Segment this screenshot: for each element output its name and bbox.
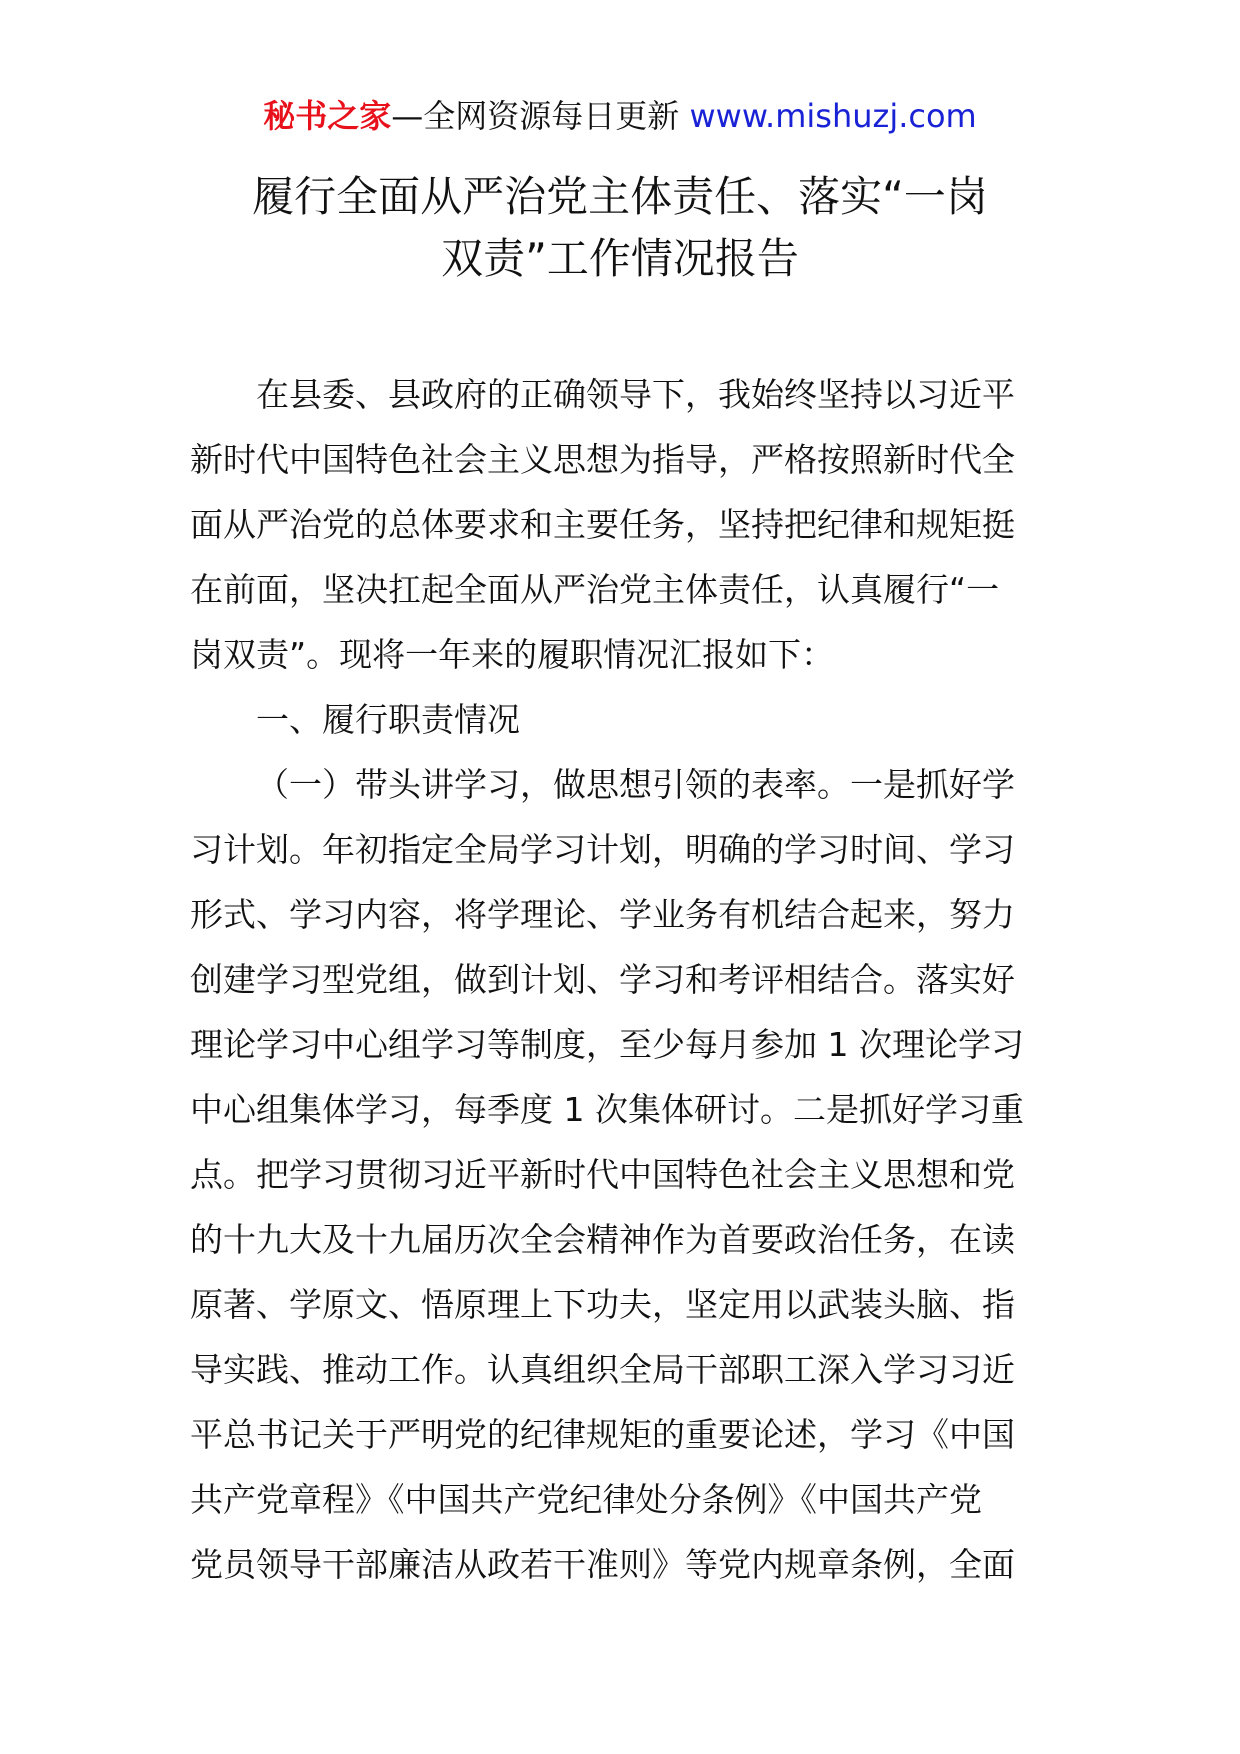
brand-name: 秘书之家	[263, 97, 392, 135]
body-line: 创建学习型党组，做到计划、学习和考评相结合。落实好	[190, 960, 1015, 999]
body-line: （一）带头讲学习，做思想引领的表率。一是抓好学	[256, 765, 1015, 804]
body-line: 平总书记关于严明党的纪律规矩的重要论述，学习《中国	[190, 1415, 1015, 1454]
site-url-link[interactable]: www.mishuzj.com	[689, 97, 977, 135]
body-line: 的十九大及十九届历次全会精神作为首要政治任务，在读	[190, 1220, 1015, 1259]
body-line: 点。把学习贯彻习近平新时代中国特色社会主义思想和党	[190, 1155, 1015, 1194]
banner-tagline: —全网资源每日更新	[391, 97, 690, 135]
body-line: 新时代中国特色社会主义思想为指导，严格按照新时代全	[190, 440, 1015, 479]
section-heading: 一、履行职责情况	[256, 700, 520, 739]
body-line: 面从严治党的总体要求和主要任务，坚持把纪律和规矩挺	[190, 505, 1015, 544]
title-line-1: 履行全面从严治党主体责任、落实“一岗	[252, 172, 988, 221]
body-line: 岗双责”。现将一年来的履职情况汇报如下：	[190, 635, 835, 674]
document-body	[190, 362, 1058, 1597]
body-line: 共产党章程》《中国共产党纪律处分条例》《中国共产党	[190, 1480, 982, 1519]
body-line: 理论学习中心组学习等制度，至少每月参加 1 次理论学习	[190, 1025, 1024, 1064]
body-line: 导实践、推动工作。认真组织全局干部职工深入学习习近	[190, 1350, 1015, 1389]
document-title	[150, 166, 1090, 290]
title-line-2: 双责”工作情况报告	[441, 234, 799, 283]
body-line: 中心组集体学习，每季度 1 次集体研讨。二是抓好学习重	[190, 1090, 1024, 1129]
body-line: 原著、学原文、悟原理上下功夫，坚定用以武装头脑、指	[190, 1285, 1015, 1324]
body-line: 在县委、县政府的正确领导下，我始终坚持以习近平	[256, 375, 1015, 414]
body-line: 形式、学习内容，将学理论、学业务有机结合起来，努力	[190, 895, 1015, 934]
site-banner	[0, 96, 1240, 136]
body-line: 在前面，坚决扛起全面从严治党主体责任，认真履行“一	[190, 570, 1000, 609]
body-line: 习计划。年初指定全局学习计划，明确的学习时间、学习	[190, 830, 1015, 869]
body-line: 党员领导干部廉洁从政若干准则》等党内规章条例，全面	[190, 1545, 1015, 1584]
